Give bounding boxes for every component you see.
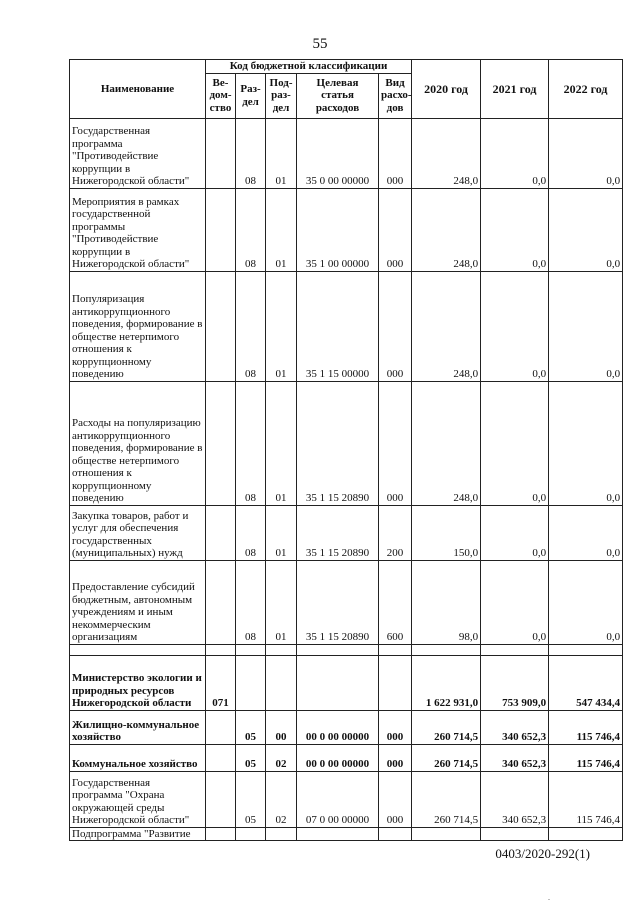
header-2022: 2022 год xyxy=(549,60,623,119)
cell-y2021: 0,0 xyxy=(481,188,549,271)
cell-y2021: 0,0 xyxy=(481,271,549,381)
table-row xyxy=(70,188,623,271)
cell-y2022: 0,0 xyxy=(549,271,623,381)
cell-name: Министерство экологии и природных ресурсов Нижегородской области xyxy=(70,655,206,710)
budget-table xyxy=(69,59,623,841)
cell-vid: 000 xyxy=(379,271,412,381)
header-group: Код бюджетной классификации xyxy=(206,60,412,74)
cell-vid: 000 xyxy=(379,710,412,744)
cell-razd: 05 xyxy=(236,710,266,744)
table-row xyxy=(70,381,623,505)
cell-ved xyxy=(206,827,236,841)
cell-y2020: 248,0 xyxy=(412,381,481,505)
cell-name: Государственная программа "Охрана окружающей среды Нижегородской области" xyxy=(70,771,206,827)
cell-podr: 01 xyxy=(266,505,297,560)
cell-name: Популяризация антикоррупционного поведения, формирование в обществе нетерпимого отношения к коррупционному поведению xyxy=(70,271,206,381)
cell-y2022: 0,0 xyxy=(549,560,623,644)
cell-cs: 35 1 15 20890 xyxy=(297,505,379,560)
cell-podr: 01 xyxy=(266,188,297,271)
cell-name: Коммунальное хозяйство xyxy=(70,744,206,771)
cell-ved xyxy=(206,744,236,771)
cell-y2021 xyxy=(481,827,549,841)
cell-y2021: 340 652,3 xyxy=(481,744,549,771)
cell-y2021 xyxy=(481,644,549,655)
cell-vid: 600 xyxy=(379,560,412,644)
cell-y2022: 0,0 xyxy=(549,505,623,560)
cell-cs: 35 1 15 00000 xyxy=(297,271,379,381)
cell-cs: 35 1 15 20890 xyxy=(297,560,379,644)
cell-name: Закупка товаров, работ и услуг для обеспечения государственных (муниципальных) нужд xyxy=(70,505,206,560)
cell-y2021: 753 909,0 xyxy=(481,655,549,710)
cell-vid: 000 xyxy=(379,118,412,188)
cell-podr xyxy=(266,644,297,655)
cell-y2020: 260 714,5 xyxy=(412,771,481,827)
cell-y2020 xyxy=(412,827,481,841)
cell-cs xyxy=(297,827,379,841)
cell-razd: 08 xyxy=(236,381,266,505)
cell-y2021: 0,0 xyxy=(481,118,549,188)
cell-razd: 05 xyxy=(236,744,266,771)
cell-y2020: 248,0 xyxy=(412,188,481,271)
cell-razd: 08 xyxy=(236,271,266,381)
cell-cs: 00 0 00 00000 xyxy=(297,710,379,744)
table-row xyxy=(70,771,623,827)
table-row xyxy=(70,744,623,771)
cell-y2022: 0,0 xyxy=(549,381,623,505)
cell-y2022 xyxy=(549,644,623,655)
table-row xyxy=(70,655,623,710)
header-2021: 2021 год xyxy=(481,60,549,119)
cell-cs: 00 0 00 00000 xyxy=(297,744,379,771)
table-row xyxy=(70,710,623,744)
cell-y2021: 0,0 xyxy=(481,505,549,560)
cell-ved xyxy=(206,381,236,505)
cell-name: Расходы на популяризацию антикоррупционного поведения, формирование в обществе нетерпимого отношения к коррупционному поведению xyxy=(70,381,206,505)
cell-razd: 08 xyxy=(236,188,266,271)
cell-razd xyxy=(236,644,266,655)
table-row xyxy=(70,118,623,188)
cell-y2020: 248,0 xyxy=(412,271,481,381)
table-row xyxy=(70,505,623,560)
cell-razd: 08 xyxy=(236,118,266,188)
table-row xyxy=(70,560,623,644)
cell-y2020: 98,0 xyxy=(412,560,481,644)
cell-y2020: 260 714,5 xyxy=(412,710,481,744)
cell-y2022: 115 746,4 xyxy=(549,744,623,771)
cell-name: Жилищно-коммунальное хозяйство xyxy=(70,710,206,744)
cell-ved xyxy=(206,771,236,827)
cell-cs: 35 1 00 00000 xyxy=(297,188,379,271)
header-celevaya: Целевая статья расходов xyxy=(297,73,379,118)
cell-cs: 35 1 15 20890 xyxy=(297,381,379,505)
header-razdel: Раз-дел xyxy=(236,73,266,118)
cell-cs xyxy=(297,644,379,655)
cell-y2021: 340 652,3 xyxy=(481,771,549,827)
cell-podr: 01 xyxy=(266,118,297,188)
cell-y2022: 547 434,4 xyxy=(549,655,623,710)
page-number: 55 xyxy=(312,36,328,52)
cell-y2020: 1 622 931,0 xyxy=(412,655,481,710)
header-vedomstvo: Ве-дом-ство xyxy=(206,73,236,118)
cell-y2021: 0,0 xyxy=(481,381,549,505)
cell-vid: 200 xyxy=(379,505,412,560)
cell-name: Государственная программа "Противодействие коррупции в Нижегородской области" xyxy=(70,118,206,188)
header-2020: 2020 год xyxy=(412,60,481,119)
cell-y2022: 115 746,4 xyxy=(549,771,623,827)
table-row xyxy=(70,271,623,381)
cell-podr: 00 xyxy=(266,710,297,744)
cell-razd: 08 xyxy=(236,505,266,560)
cell-razd: 05 xyxy=(236,771,266,827)
cell-y2022: 115 746,4 xyxy=(549,710,623,744)
cell-y2020: 248,0 xyxy=(412,118,481,188)
cell-vid: 000 xyxy=(379,744,412,771)
cell-ved xyxy=(206,710,236,744)
cell-ved xyxy=(206,505,236,560)
scan-mark: . xyxy=(548,893,550,902)
cell-ved xyxy=(206,271,236,381)
table-row xyxy=(70,644,623,655)
cell-podr xyxy=(266,827,297,841)
cell-y2020 xyxy=(412,644,481,655)
cell-name: Мероприятия в рамках государственной программы "Противодействие коррупции в Нижегородской области" xyxy=(70,188,206,271)
cell-razd: 08 xyxy=(236,560,266,644)
cell-y2022: 0,0 xyxy=(549,188,623,271)
cell-vid xyxy=(379,827,412,841)
cell-razd xyxy=(236,655,266,710)
document-code: 0403/2020-292(1) xyxy=(495,846,590,861)
cell-vid xyxy=(379,644,412,655)
cell-name xyxy=(70,644,206,655)
cell-cs: 07 0 00 00000 xyxy=(297,771,379,827)
cell-razd xyxy=(236,827,266,841)
cell-y2020: 150,0 xyxy=(412,505,481,560)
cell-y2022 xyxy=(549,827,623,841)
cell-y2020: 260 714,5 xyxy=(412,744,481,771)
cell-ved xyxy=(206,118,236,188)
cell-ved xyxy=(206,188,236,271)
cell-y2021: 0,0 xyxy=(481,560,549,644)
cell-ved xyxy=(206,644,236,655)
header-name: Наименование xyxy=(70,60,206,119)
cell-y2021: 340 652,3 xyxy=(481,710,549,744)
table-row xyxy=(70,827,623,841)
cell-ved xyxy=(206,560,236,644)
header-vid: Вид расхо-дов xyxy=(379,73,412,118)
table-body xyxy=(70,118,623,841)
cell-cs xyxy=(297,655,379,710)
cell-podr: 01 xyxy=(266,381,297,505)
cell-podr: 02 xyxy=(266,771,297,827)
cell-vid: 000 xyxy=(379,771,412,827)
cell-podr: 02 xyxy=(266,744,297,771)
cell-podr: 01 xyxy=(266,560,297,644)
cell-name: Предоставление субсидий бюджетным, автономным учреждениям и иным некоммерческим организациям xyxy=(70,560,206,644)
cell-vid xyxy=(379,655,412,710)
cell-podr: 01 xyxy=(266,271,297,381)
cell-cs: 35 0 00 00000 xyxy=(297,118,379,188)
cell-name: Подпрограмма "Развитие xyxy=(70,827,206,841)
cell-ved: 071 xyxy=(206,655,236,710)
cell-podr xyxy=(266,655,297,710)
cell-vid: 000 xyxy=(379,381,412,505)
header-podrazdel: Под-раз-дел xyxy=(266,73,297,118)
cell-vid: 000 xyxy=(379,188,412,271)
cell-y2022: 0,0 xyxy=(549,118,623,188)
